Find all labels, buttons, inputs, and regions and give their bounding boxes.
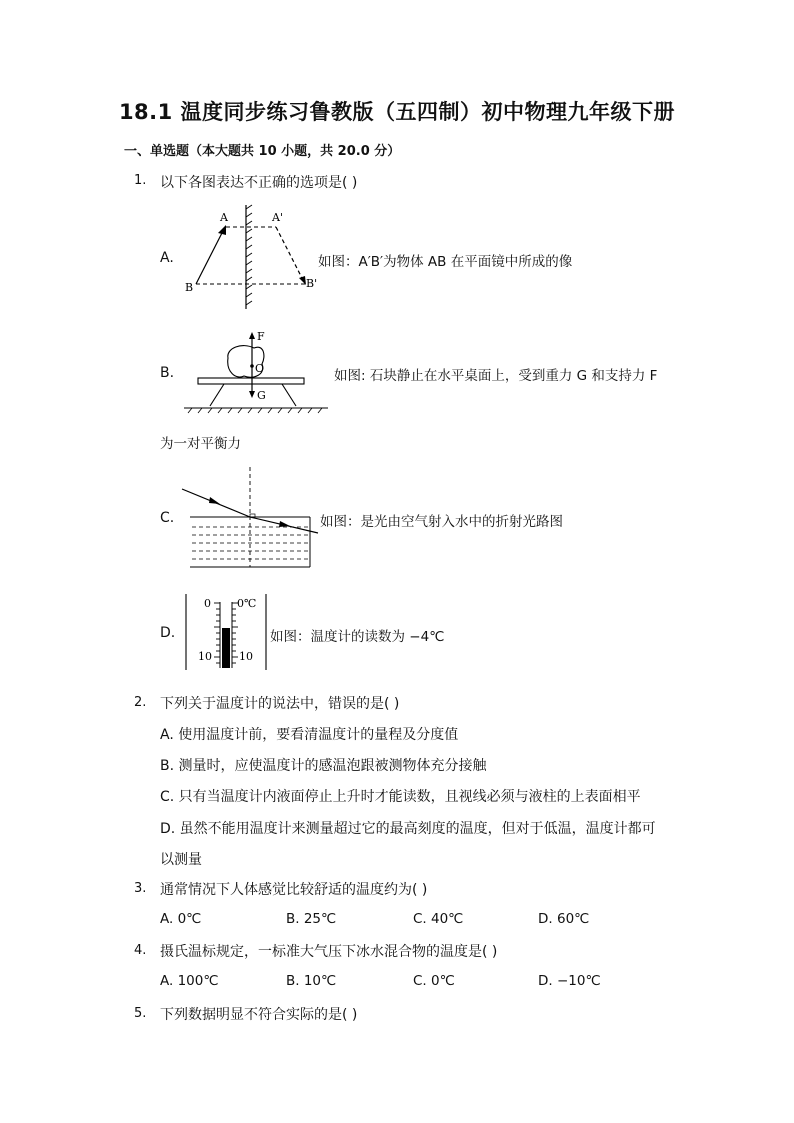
mirror-figure xyxy=(182,205,317,315)
q1-number: 1. xyxy=(134,173,147,188)
q4-stem: 摄氏温标规定，一标准大气压下冰水混合物的温度是( ) xyxy=(160,944,498,960)
q4-number: 4. xyxy=(134,943,147,958)
q1-option-c-caption: 如图：是光由空气射入水中的折射光路图 xyxy=(320,514,563,530)
q2-option-c: C. 只有当温度计内液面停止上升时才能读数，且视线必须与液柱的上表面相平 xyxy=(160,789,641,805)
q1-option-b-caption: 如图: 石块静止在水平桌面上，受到重力 G 和支持力 F xyxy=(334,368,658,384)
q3-stem: 通常情况下人体感觉比较舒适的温度约为( ) xyxy=(160,882,428,898)
object-ab-arrow xyxy=(196,229,224,284)
label-ten-right: 10 xyxy=(239,650,253,663)
q3-option-a: A. 0℃ xyxy=(160,911,202,927)
q2-option-a: A. 使用温度计前，要看清温度计的量程及分度值 xyxy=(160,727,459,743)
q1-option-b-label: B. xyxy=(160,365,175,381)
stone-figure xyxy=(182,330,332,415)
q3-option-b: B. 25℃ xyxy=(286,911,337,927)
label-g: G xyxy=(257,389,266,402)
label-zero-right: 0℃ xyxy=(237,597,257,610)
label-f: F xyxy=(257,330,265,343)
q1-option-a-caption: 如图：A′B′为物体 AB 在平面镜中所成的像 xyxy=(318,254,573,270)
q3-number: 3. xyxy=(134,881,147,896)
q1-option-d-caption: 如图：温度计的读数为 −4℃ xyxy=(270,629,445,645)
q1-option-c-label: C. xyxy=(160,510,175,526)
table-top xyxy=(198,378,304,384)
liquid-column xyxy=(222,628,230,668)
q5-stem: 下列数据明显不符合实际的是( ) xyxy=(160,1007,358,1023)
section-heading: 一、单选题（本大题共 10 小题，共 20.0 分） xyxy=(124,144,401,159)
refraction-figure xyxy=(180,465,320,570)
q1-stem: 以下各图表达不正确的选项是( ) xyxy=(160,175,358,191)
q4-option-b: B. 10℃ xyxy=(286,973,337,989)
label-o: O xyxy=(255,362,265,375)
q2-number: 2. xyxy=(134,695,147,710)
q2-stem: 下列关于温度计的说法中，错误的是( ) xyxy=(160,696,400,712)
page-title: 18.1 温度同步练习鲁教版（五四制）初中物理九年级下册 xyxy=(118,100,676,124)
q4-option-c: C. 0℃ xyxy=(413,973,455,989)
label-zero-left: 0 xyxy=(204,597,211,610)
q2-option-d-cont: 以测量 xyxy=(160,852,202,868)
q3-option-c: C. 40℃ xyxy=(413,911,464,927)
q3-option-d: D. 60℃ xyxy=(538,911,590,927)
q2-option-b: B. 测量时，应使温度计的感温泡跟被测物体充分接触 xyxy=(160,758,487,774)
label-b: B xyxy=(185,281,194,294)
image-ab-prime-arrow xyxy=(276,227,304,282)
q1-option-b-caption-cont: 为一对平衡力 xyxy=(160,436,241,452)
label-b-prime: B' xyxy=(306,277,318,290)
label-ten-left: 10 xyxy=(198,650,212,663)
label-a-prime: A' xyxy=(272,211,283,224)
q4-option-a: A. 100℃ xyxy=(160,973,219,989)
label-a: A xyxy=(220,211,228,224)
q1-option-d-label: D. xyxy=(160,625,176,641)
q2-option-d: D. 虽然不能用温度计来测量超过它的最高刻度的温度，但对于低温，温度计都可 xyxy=(160,821,656,837)
q5-number: 5. xyxy=(134,1006,147,1021)
q4-option-d: D. −10℃ xyxy=(538,973,601,989)
q1-option-a-label: A. xyxy=(160,250,174,266)
thermometer-figure xyxy=(184,592,274,672)
